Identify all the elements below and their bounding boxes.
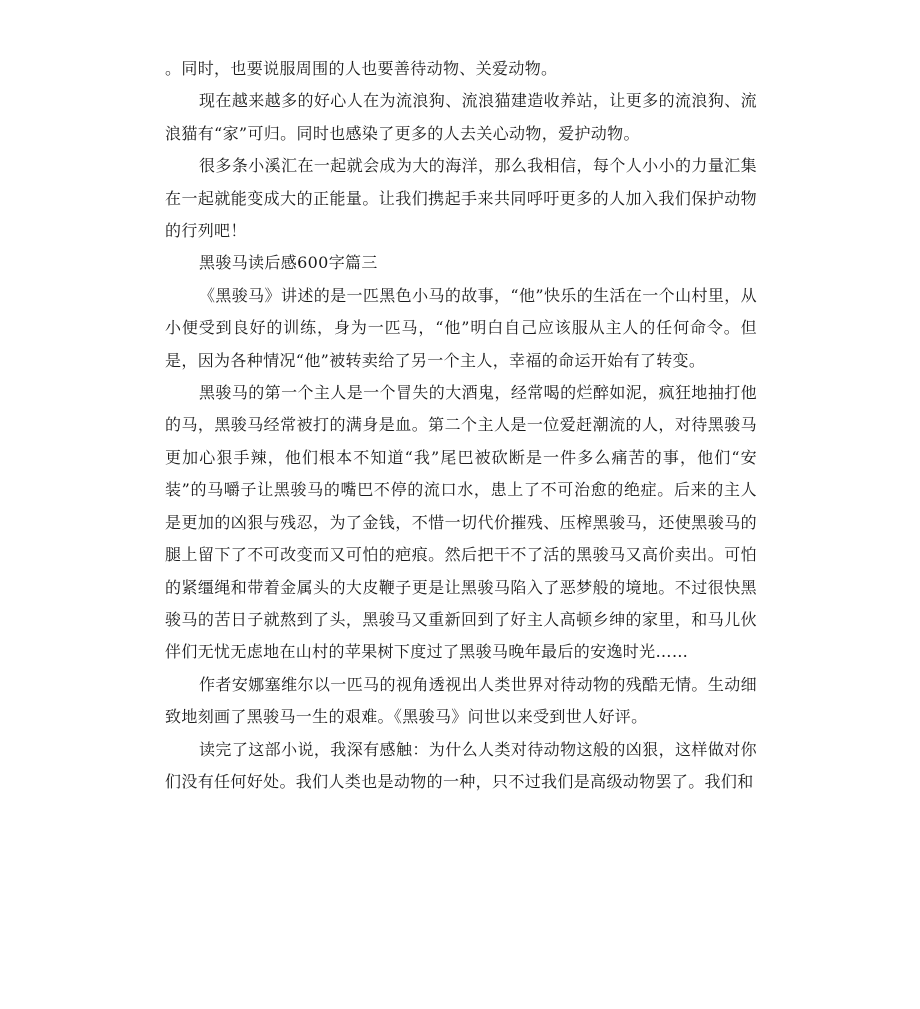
- paragraph: 黑骏马的第一个主人是一个冒失的大酒鬼，经常喝的烂醉如泥，疯狂地抽打他的马，黑骏马经常被打的满身是血。第二个主人是一位爱赶潮流的人，对待黑骏马更加心狠手辣，他们根本不知道“我”尾巴被砍断是一件多么痛苦的事，他们“安装”的马嚼子让黑骏马的嘴巴不停的流口水，患上了不可治愈的绝症。后来的主人是更加的凶狠与残忍，为了金钱，不惜一切代价摧残、压榨黑骏马，还使黑骏马的腿上留下了不可改变而又可怕的疤痕。然后把干不了活的黑骏马又高价卖出。可怕的紧缰绳和带着金属头的大皮鞭子更是让黑骏马陷入了恶梦般的境地。不过很快黑骏马的苦日子就熬到了头，黑骏马又重新回到了好主人高顿乡绅的家里，和马儿伙伴们无忧无虑地在山村的苹果树下度过了黑骏马晚年最后的安逸时光……: [165, 383, 757, 662]
- document-body: [165, 53, 757, 798]
- paragraph: 很多条小溪汇在一起就会成为大的海洋，那么我相信，每个人小小的力量汇集在一起就能变成大的正能量。让我们携起手来共同呼吁更多的人加入我们保护动物的行列吧！: [165, 156, 757, 241]
- paragraph: 作者安娜塞维尔以一匹马的视角透视出人类世界对待动物的残酷无情。生动细致地刻画了黑骏马一生的艰难。《黑骏马》问世以来受到世人好评。: [165, 674, 757, 727]
- paragraph: 《黑骏马》讲述的是一匹黑色小马的故事，“他”快乐的生活在一个山村里，从小便受到良好的训练，身为一匹马，“他”明白自己应该服从主人的任何命令。但是，因为各种情况“他”被转卖给了另一个主人，幸福的命运开始有了转变。: [165, 285, 757, 370]
- section-heading: 黑骏马读后感600字篇三: [199, 253, 378, 273]
- paragraph: 。同时，也要说服周围的人也要善待动物、关爱动物。: [165, 59, 558, 78]
- paragraph: 现在越来越多的好心人在为流浪狗、流浪猫建造收养站，让更多的流浪狗、流浪猫有“家”可归。同时也感染了更多的人去关心动物，爱护动物。: [165, 91, 757, 143]
- paragraph: 读完了这部小说，我深有感触：为什么人类对待动物这般的凶狠，这样做对你们没有任何好处。我们人类也是动物的一种，只不过我们是高级动物罢了。我们和: [165, 739, 757, 791]
